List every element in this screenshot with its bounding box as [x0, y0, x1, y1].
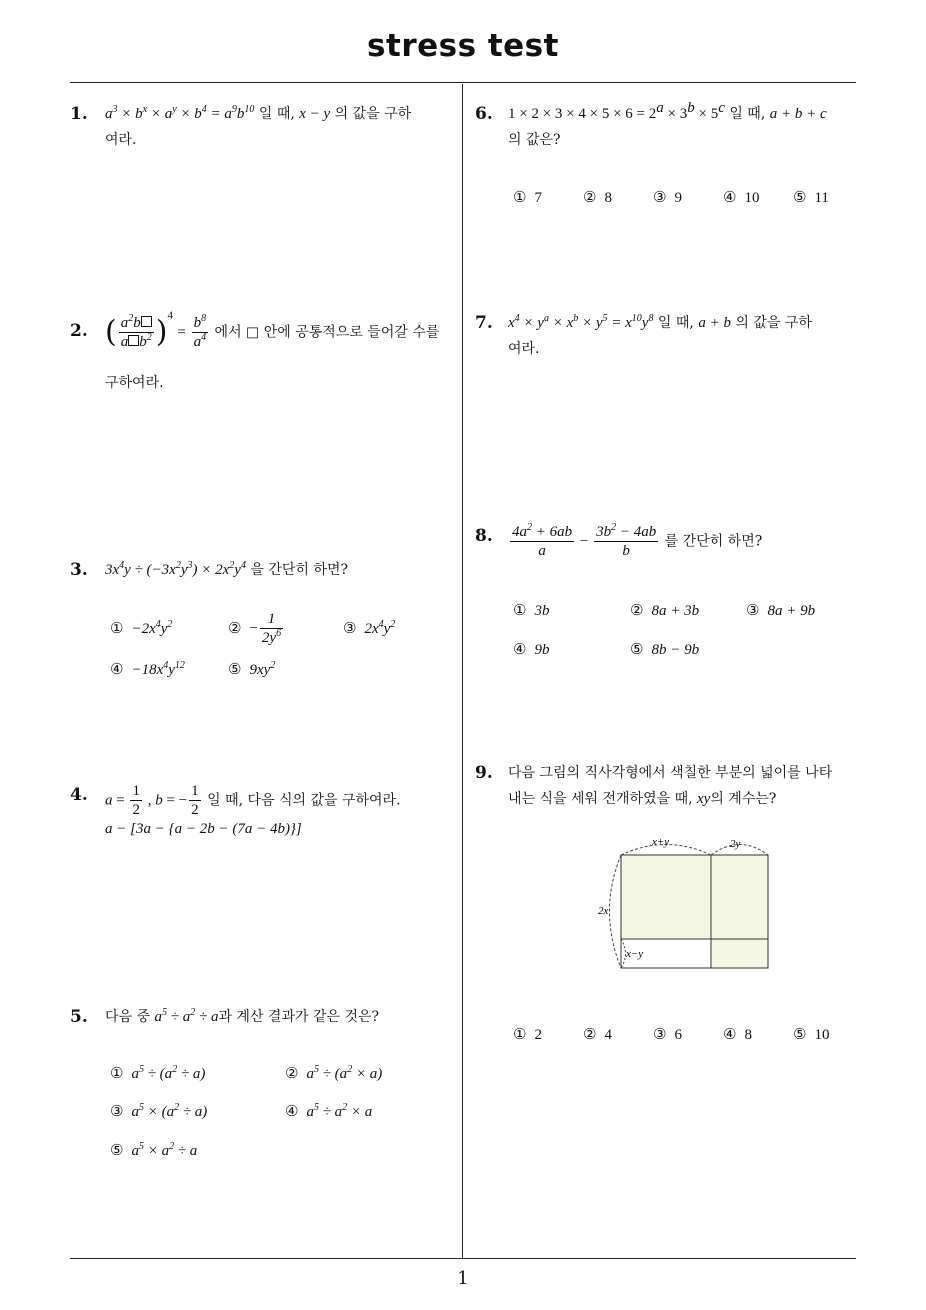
option-1[interactable]: ① 3b	[513, 601, 550, 619]
option-5[interactable]: ⑤ 8b − 9b	[630, 640, 700, 658]
option-4[interactable]: ④ 9b	[513, 640, 550, 658]
label-2x: 2x	[598, 905, 609, 917]
option-1[interactable]: ① $-2x^4y^2$	[110, 619, 173, 637]
option-2[interactable]: ② − $\frac{1}{2y^6}$	[228, 611, 282, 646]
option-5[interactable]: ⑤ 10	[793, 1025, 830, 1043]
question-number: 4.	[70, 785, 88, 805]
header-rule	[70, 82, 856, 83]
rectangle-figure	[590, 826, 790, 976]
shaded-region-bottom-right	[711, 939, 768, 968]
question-number: 9.	[475, 763, 493, 783]
question-number: 8.	[475, 526, 493, 546]
question-number: 5.	[70, 1007, 88, 1027]
option-4[interactable]: ④ 8	[723, 1025, 752, 1043]
option-3[interactable]: ③ $2x^4y^2$	[343, 619, 396, 637]
option-5[interactable]: ⑤ 11	[793, 188, 829, 206]
option-2[interactable]: ② 8a + 3b	[630, 601, 700, 619]
option-1[interactable]: ① $a^5 \div (a^2 \div a)$	[110, 1064, 206, 1082]
option-3[interactable]: ③ 8a + 9b	[746, 601, 816, 619]
label-2y: 2y	[730, 838, 741, 850]
page-number: 1	[457, 1268, 469, 1289]
footer-rule	[70, 1258, 856, 1259]
option-3[interactable]: ③ $a^5 \times (a^2 \div a)$	[110, 1102, 208, 1120]
option-4[interactable]: ④ $a^5 \div a^2 \times a$	[285, 1102, 373, 1120]
option-4[interactable]: ④ $-18x^4y^{12}$	[110, 660, 185, 678]
question-number: 6.	[475, 104, 493, 124]
question-number: 2.	[70, 321, 88, 341]
option-5[interactable]: ⑤ $a^5 \times a^2 \div a$	[110, 1141, 198, 1159]
option-2[interactable]: ② 4	[583, 1025, 612, 1043]
option-5[interactable]: ⑤ $9xy^2$	[228, 660, 276, 678]
label-x-minus-y: x−y	[626, 948, 644, 960]
column-divider	[462, 84, 463, 1259]
option-2[interactable]: ② $a^5 \div (a^2 \times a)$	[285, 1064, 383, 1082]
question-number: 3.	[70, 560, 88, 580]
option-1[interactable]: ① 2	[513, 1025, 542, 1043]
question-number: 7.	[475, 313, 493, 333]
shaded-region-top	[621, 855, 768, 939]
option-4[interactable]: ④ 10	[723, 188, 760, 206]
label-x-plus-y: x+y	[652, 836, 670, 848]
page-title: stress test	[367, 28, 559, 64]
option-2[interactable]: ② 8	[583, 188, 612, 206]
question-number: 1.	[70, 104, 88, 124]
option-3[interactable]: ③ 6	[653, 1025, 682, 1043]
option-1[interactable]: ① 7	[513, 188, 542, 206]
option-3[interactable]: ③ 9	[653, 188, 682, 206]
